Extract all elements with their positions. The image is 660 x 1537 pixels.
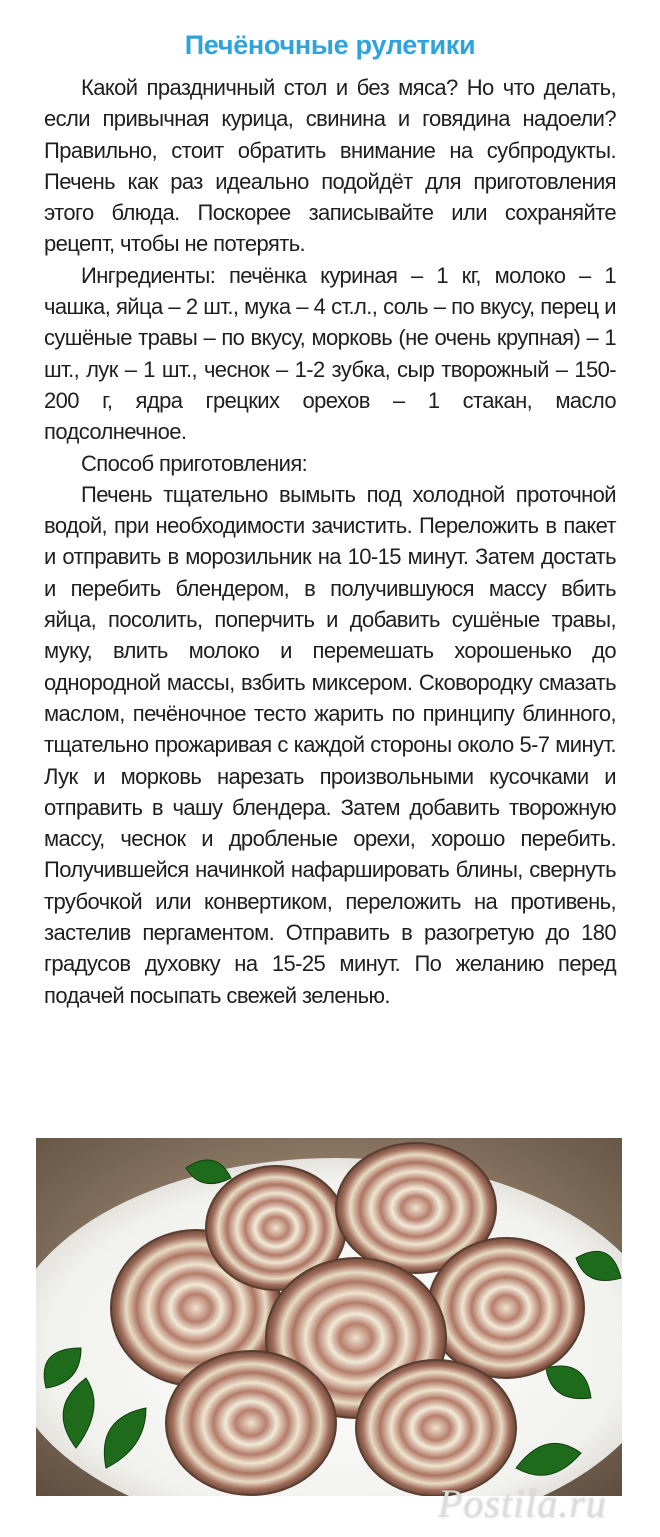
- intro-paragraph: Какой праздничный стол и без мяса? Но что делать, если привычная курица, свинина и говядина надоели? Правильно, стоит обратить внимание на субпродукты. Печень как раз идеально подойдёт для приготовления этого блюда. Поскорее записывайте или сохраняйте рецепт, чтобы не потерять.: [44, 75, 616, 257]
- dish-photo: [36, 1138, 622, 1496]
- method-paragraph: Печень тщательно вымыть под холодной проточной водой, при необходимости зачистить. Переложить в пакет и отправить в морозильник на 10-15 минут. Затем достать и перебить блендером, в получившуюся массу вбить яйца, посолить, поперчить и добавить сушёные травы, муку, влить молоко и перемешать хорошенько до однородной массы, взбить миксером. Сковородку смазать маслом, печёночное тесто жарить по принципу блинного, тщательно прожаривая с каждой стороны около 5-7 минут. Лук и морковь нарезать произвольными кусочками и отправить в чашу блендера. Затем добавить творожную массу, чеснок и дробленые орехи, хорошо перебить. Получившейся начинкой нафаршировать блины, свернуть трубочкой или конвертиком, переложить на противень, застелив пергаментом. Отправить в разогретую до 180 градусов духовку на 15-25 минут. По желанию перед подачей посыпать свежей зеленью.: [44, 481, 616, 1008]
- method-heading: Способ приготовления:: [81, 450, 308, 476]
- recipe-title: Печёночные рулетики: [184, 30, 476, 60]
- watermark-postila: Postila.ru: [438, 1481, 607, 1526]
- ingredients-paragraph: Ингредиенты: печёнка куриная – 1 кг, молоко – 1 чашка, яйца – 2 шт., мука – 4 ст.л., соль – по вкусу, перец и сушёные травы – по вкусу, морковь (не очень крупная) – 1 шт., лук – 1 шт., чеснок – 1-2 зубка, сыр творожный – 150-200 г, ядра грецких орехов – 1 стакан, масло подсолнечное.: [44, 262, 616, 445]
- recipe-article: [44, 72, 616, 1011]
